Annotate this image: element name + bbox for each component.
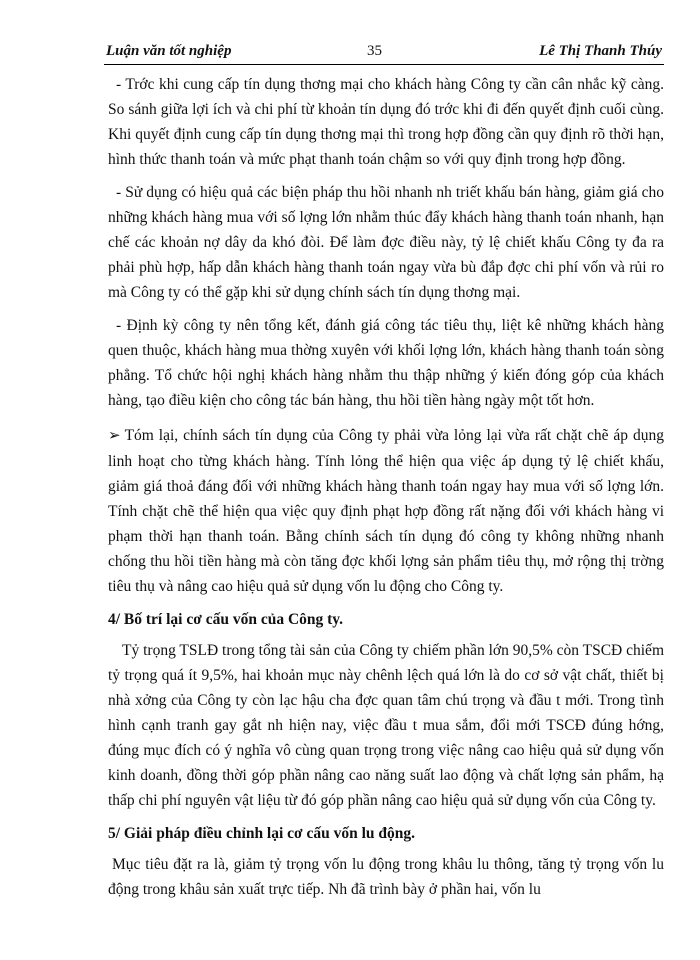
section-heading-5: 5/ Giải pháp điều chỉnh lại cơ cấu vốn lu động. (108, 825, 416, 842)
paragraph-working-capital: Mục tiêu đặt ra là, giảm tỷ trọng vốn lu động trong khâu lu thông, tăng tỷ trọng vốn lu động trong khâu sản xuất trực tiếp. Nh đã trình bày ở phần hai, vốn lu (108, 856, 664, 898)
document-body (108, 72, 664, 902)
paragraph-capital-structure: Tỷ trọng TSLĐ trong tổng tài sản của Công ty chiếm phần lớn 90,5% còn TSCĐ chiếm tỷ trọng quá ít 9,5%, hai khoản mục này chênh lệch quá lớn là do cơ sở vật chất, thiết bị nhà xởng của Công ty còn lạc hậu cha đợc quan tâm chú trọng và đầu t mới. Trong tình hình cạnh tranh gay gắt nh hiện nay, việc đầu t mua sắm, đổi mới TSCĐ đúng hớng, đúng mục đích có ý nghĩa vô cùng quan trọng trong việc nâng cao hiệu quả sử dụng vốn kinh doanh, đồng thời góp phần nâng cao năng suất lao động và chất lợng sản phẩm, hạ thấp chi phí nguyên vật liệu từ đó góp phần nâng cao hiệu quả sử dụng vốn của Công ty. (108, 642, 664, 809)
paragraph-conclusion (108, 423, 664, 599)
paragraph-fast-collection: - Sử dụng có hiệu quả các biện pháp thu hồi nhanh nh triết khấu bán hàng, giảm giá cho những khách hàng mua với số lợng lớn nhằm thúc đẩy khách hàng thanh toán nhanh, hạn chế các khoản nợ dây da khó đòi. Để làm đợc điều này, tỷ lệ chiết khấu Công ty đa ra phải phù hợp, hấp dẫn khách hàng thanh toán ngay vừa bù đắp đợc chi phí vốn và rủi ro mà Công ty có thể gặp khi sử dụng chính sách tín dụng thơng mại. (108, 184, 664, 301)
section-heading-4: 4/ Bố trí lại cơ cấu vốn của Công ty. (108, 611, 344, 628)
paragraph-periodic-review: - Định kỳ công ty nên tổng kết, đánh giá công tác tiêu thụ, liệt kê những khách hàng quen thuộc, khách hàng mua thờng xuyên với khối lợng lớn, khách hàng thanh toán sòng phẳng. Tổ chức hội nghị khách hàng nhằm thu thập những ý kiến đóng góp của khách hàng, tạo điều kiện cho công tác bán hàng, thu hồi tiền hàng ngày một tốt hơn. (108, 317, 664, 409)
header-author: Lê Thị Thanh Thúy (539, 43, 662, 59)
header-thesis-title: Luận văn tốt nghiệp (106, 43, 232, 59)
page-header (104, 42, 664, 65)
paragraph-credit-review: - Trớc khi cung cấp tín dụng thơng mại cho khách hàng Công ty cần cân nhắc kỹ càng. So sánh giữa lợi ích và chi phí từ khoản tín dụng đó trớc khi đi đến quyết định cuối cùng. Khi quyết định cung cấp tín dụng thơng mại thì trong hợp đồng cần quy định rõ thời hạn, hình thức thanh toán và mức phạt thanh toán chậm so với quy định trong hợp đồng. (108, 76, 664, 168)
page-number: 35 (367, 43, 382, 59)
conclusion-text: Tóm lại, chính sách tín dụng của Công ty phải vừa lỏng lại vừa rất chặt chẽ áp dụng linh hoạt cho từng khách hàng. Tính lỏng thể hiện qua việc áp dụng tỷ lệ chiết khấu, giảm giá thoả đáng đối với những khách hàng thanh toán ngay hay mua với số lợng lớn. Tính chặt chẽ thể hiện qua việc quy định phạt hợp đồng rất nặng đối với khách hàng vi phạm thời hạn thanh toán. Bằng chính sách tín dụng đó công ty không những nhanh chống thu hồi tiền hàng mà còn tăng đợc khối lợng sản phẩm tiêu thụ, mở rộng thị trờng tiêu thụ và nâng cao hiệu quả sử dụng vốn lu động cho Công ty. (108, 427, 664, 595)
arrow-bullet-icon: ➢ (108, 428, 121, 444)
